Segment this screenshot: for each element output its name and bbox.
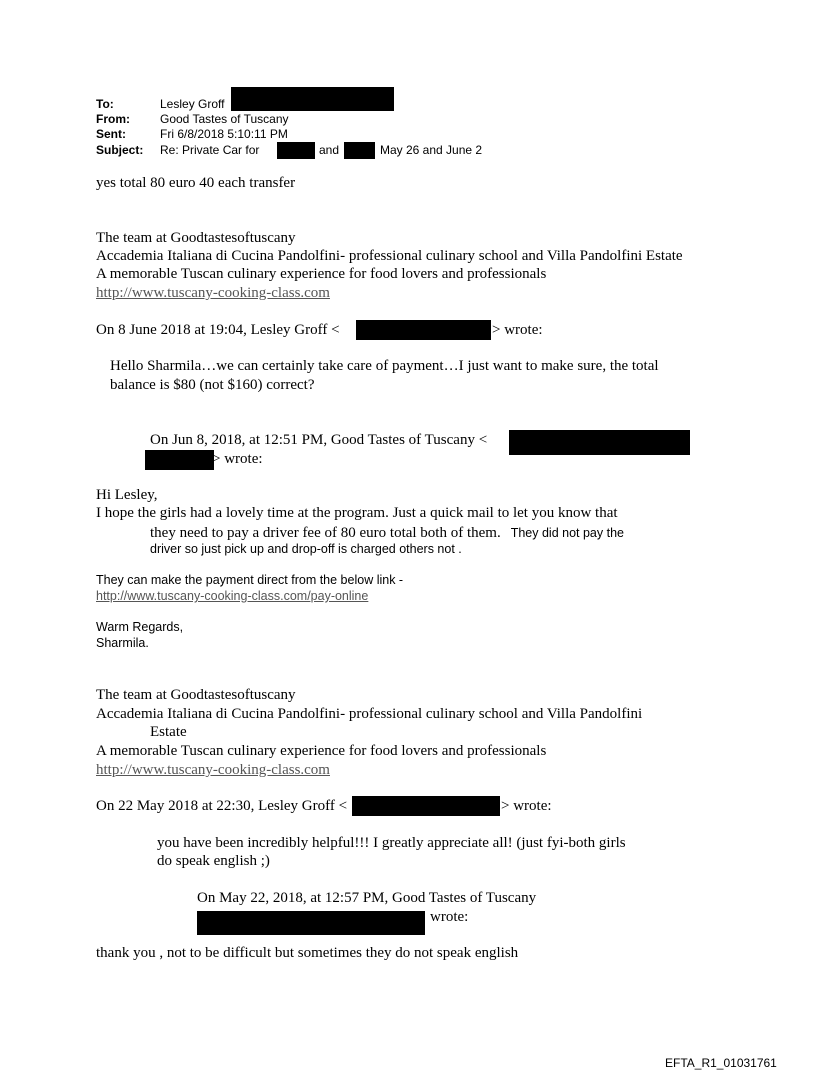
message-text-mixed [150, 524, 624, 542]
quote-header: On 8 June 2018 at 19:04, Lesley Groff < [96, 322, 340, 338]
signature-team: The team at Goodtastesoftuscany [96, 687, 296, 703]
from-label: From: [96, 112, 130, 126]
payment-link[interactable]: http://www.tuscany-cooking-class.com/pay-online [96, 589, 369, 603]
redaction-box [231, 87, 394, 111]
sent-label: Sent: [96, 127, 126, 141]
quote-header-end: > wrote: [212, 451, 263, 467]
signature-school: Accademia Italiana di Cucina Pandolfini- professional culinary school and Villa Pandolfini [96, 706, 643, 722]
message-text: they need to pay a driver fee of 80 euro total both of them. [150, 525, 501, 541]
subject-value-part2: and [319, 143, 340, 157]
payment-text: They can make the payment direct from the below link - [96, 573, 404, 587]
signature-tagline: A memorable Tuscan culinary experience for food lovers and professionals [96, 266, 547, 282]
website-link[interactable]: http://www.tuscany-cooking-class.com [96, 285, 330, 301]
sent-value: Fri 6/8/2018 5:10:11 PM [160, 127, 288, 141]
quote-header: On 22 May 2018 at 22:30, Lesley Groff < [96, 798, 348, 814]
quote-text: balance is $80 (not $160) correct? [110, 377, 315, 393]
message-text: I hope the girls had a lovely time at the program. Just a quick mail to let you know that [96, 505, 618, 521]
redaction-box [145, 450, 214, 470]
website-link[interactable]: http://www.tuscany-cooking-class.com [96, 762, 330, 778]
redaction-box [356, 320, 491, 340]
subject-value-part3: May 26 and June 2 [380, 143, 483, 157]
message-text: thank you , not to be difficult but sometimes they do not speak english [96, 945, 519, 961]
subject-value-part1: Re: Private Car for [160, 143, 260, 157]
signature-school: Accademia Italiana di Cucina Pandolfini- professional culinary school and Villa Pandolfini Estate [96, 248, 683, 264]
quote-header-end: wrote: [430, 909, 469, 925]
regards-text: Warm Regards, [96, 620, 184, 634]
bates-number: EFTA_R1_01031761 [665, 1056, 777, 1070]
message-text: They did not pay the [510, 526, 624, 540]
subject-label: Subject: [96, 143, 144, 157]
to-value: Lesley Groff [160, 97, 225, 111]
redaction-box [509, 430, 690, 455]
quote-header: On May 22, 2018, at 12:57 PM, Good Tastes of Tuscany [197, 890, 537, 906]
signature-school-cont: Estate [150, 724, 187, 740]
redaction-box [352, 796, 500, 816]
message-text: driver so just pick up and drop-off is charged others not . [150, 542, 462, 556]
quote-header: On Jun 8, 2018, at 12:51 PM, Good Tastes of Tuscany < [150, 432, 488, 448]
signature-team: The team at Goodtastesoftuscany [96, 230, 296, 246]
greeting: Hi Lesley, [96, 487, 158, 503]
signature-tagline: A memorable Tuscan culinary experience for food lovers and professionals [96, 743, 547, 759]
quote-header-end: > wrote: [492, 322, 543, 338]
to-label: To: [96, 97, 114, 111]
reply-text: yes total 80 euro 40 each transfer [96, 175, 296, 191]
quote-text: do speak english ;) [157, 853, 270, 869]
quote-text: you have been incredibly helpful!!! I greatly appreciate all! (just fyi-both girls [157, 835, 626, 851]
redaction-box [197, 911, 425, 935]
quote-text: Hello Sharmila…we can certainly take care of payment…I just want to make sure, the total [110, 358, 659, 374]
redaction-box [277, 142, 315, 159]
from-value: Good Tastes of Tuscany [160, 112, 289, 126]
regards-name: Sharmila. [96, 636, 149, 650]
redaction-box [344, 142, 375, 159]
quote-header-end: > wrote: [501, 798, 552, 814]
